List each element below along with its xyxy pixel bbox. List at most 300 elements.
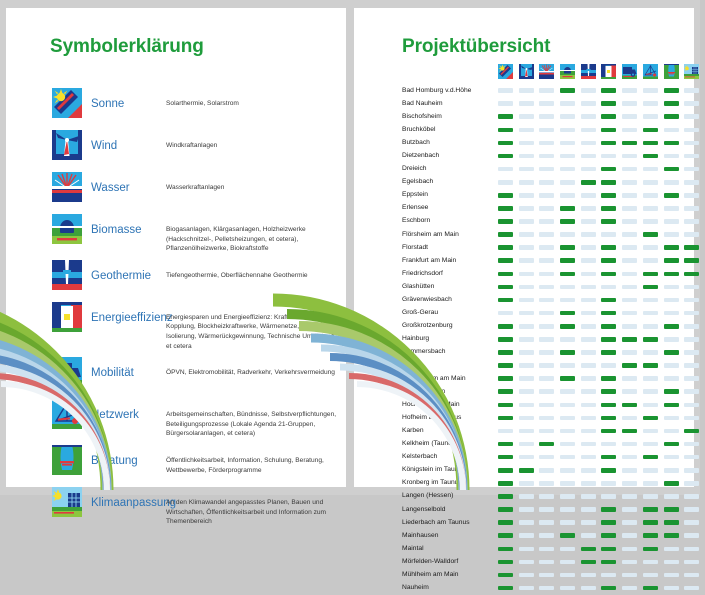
matrix-cell-group bbox=[498, 363, 705, 368]
matrix-cell bbox=[643, 350, 658, 355]
legend-row bbox=[52, 260, 342, 296]
table-row bbox=[402, 267, 684, 280]
matrix-cell bbox=[498, 507, 513, 512]
matrix-cell bbox=[539, 494, 554, 499]
matrix-cell bbox=[581, 363, 596, 368]
matrix-cell bbox=[643, 154, 658, 159]
matrix-cell bbox=[601, 468, 616, 473]
legend-item-description: ÖPVN, Elektromobilität, Radverkehr, Verkehrsvermeidung bbox=[166, 369, 335, 377]
matrix-cell-group bbox=[498, 141, 705, 146]
table-row bbox=[402, 294, 684, 307]
matrix-cell bbox=[519, 481, 534, 486]
matrix-cell bbox=[664, 245, 679, 250]
matrix-cell bbox=[622, 180, 637, 185]
matrix-cell bbox=[643, 272, 658, 277]
matrix-cell bbox=[498, 206, 513, 211]
matrix-cell bbox=[519, 376, 534, 381]
matrix-cell bbox=[622, 193, 637, 198]
municipality-name: Butzbach bbox=[402, 138, 430, 146]
matrix-cell bbox=[684, 429, 699, 434]
matrix-cell bbox=[664, 114, 679, 119]
matrix-cell bbox=[601, 416, 616, 421]
matrix-cell-group bbox=[498, 154, 705, 159]
matrix-cell bbox=[519, 258, 534, 263]
klimaanpassung-icon[interactable] bbox=[684, 64, 699, 79]
table-row bbox=[402, 451, 684, 464]
wasser-icon[interactable] bbox=[539, 64, 554, 79]
legend-item-description: Biogasanlagen, Klärgasanlagen, Holzheizwerke (Hackschnitzel-, Pelletsheizungen, et cetera), Pflanzenölheizwerke, Biokraftstoffe bbox=[166, 226, 306, 253]
table-row bbox=[402, 542, 684, 555]
matrix-cell-group bbox=[498, 285, 705, 290]
legend-row bbox=[52, 130, 342, 166]
matrix-cell bbox=[664, 206, 679, 211]
table-row bbox=[402, 477, 684, 490]
matrix-cell bbox=[581, 128, 596, 133]
matrix-cell bbox=[684, 350, 699, 355]
matrix-cell bbox=[519, 285, 534, 290]
matrix-cell bbox=[664, 533, 679, 538]
legend-item-description: Wasserkraftanlagen bbox=[166, 184, 225, 191]
legend-list bbox=[52, 88, 342, 533]
matrix-cell bbox=[498, 311, 513, 316]
matrix-cell bbox=[560, 180, 575, 185]
matrix-cell bbox=[560, 114, 575, 119]
matrix-cell bbox=[643, 180, 658, 185]
legend-item-description: Windkraftanlagen bbox=[166, 142, 218, 149]
matrix-cell bbox=[560, 311, 575, 316]
municipality-name: Kelsterbach bbox=[402, 453, 438, 461]
matrix-cell bbox=[581, 468, 596, 473]
legend-item-name: Netzwerk bbox=[91, 409, 139, 422]
matrix-cell bbox=[622, 403, 637, 408]
matrix-cell bbox=[664, 232, 679, 237]
matrix-cell bbox=[643, 128, 658, 133]
matrix-cell bbox=[539, 88, 554, 93]
municipality-name: Hainburg bbox=[402, 335, 430, 343]
matrix-cell bbox=[664, 298, 679, 303]
matrix-cell-group bbox=[498, 232, 705, 237]
matrix-cell bbox=[643, 101, 658, 106]
matrix-cell bbox=[643, 88, 658, 93]
wasser-icon bbox=[52, 172, 82, 202]
table-row bbox=[402, 149, 684, 162]
matrix-cell bbox=[519, 403, 534, 408]
matrix-cell bbox=[622, 547, 637, 552]
netzwerk-icon[interactable] bbox=[643, 64, 658, 79]
matrix-cell bbox=[581, 324, 596, 329]
matrix-cell bbox=[643, 324, 658, 329]
matrix-cell bbox=[664, 193, 679, 198]
matrix-cell bbox=[498, 547, 513, 552]
matrix-cell bbox=[684, 494, 699, 499]
matrix-cell bbox=[519, 468, 534, 473]
legend-item-description: Energiesparen und Energieeffizienz: Kraft-Wärme-Kopplung, Blockheizkraftwerke, Wärmenetze, Dämmung, Isolierung, Wärmerückgewinnung, Technische Umrüstung, et cetera bbox=[166, 313, 337, 350]
table-row bbox=[402, 385, 684, 398]
matrix-cell-group bbox=[498, 311, 705, 316]
matrix-cell-group bbox=[498, 403, 705, 408]
right-page bbox=[354, 8, 694, 592]
matrix-cell bbox=[684, 272, 699, 277]
matrix-cell bbox=[581, 141, 596, 146]
matrix-cell bbox=[539, 337, 554, 342]
left-page bbox=[6, 8, 346, 526]
matrix-cell bbox=[684, 547, 699, 552]
matrix-cell bbox=[519, 429, 534, 434]
matrix-cell bbox=[560, 533, 575, 538]
matrix-cell bbox=[643, 232, 658, 237]
page-title-symbolerklaerung: Symbolerklärung bbox=[50, 36, 204, 57]
matrix-cell bbox=[684, 573, 699, 578]
matrix-cell bbox=[539, 403, 554, 408]
municipality-name: Flörsheim am Main bbox=[402, 230, 459, 238]
matrix-cell bbox=[601, 403, 616, 408]
table-row bbox=[402, 228, 684, 241]
matrix-cell-group bbox=[498, 481, 705, 486]
legend-item-description: Tiefengeothermie, Oberflächennahe Geothermie bbox=[166, 271, 308, 279]
municipality-name: Hofheim am Taunus bbox=[402, 413, 462, 421]
legend-item-description: Arbeitsgemeinschaften, Bündnisse, Selbstverpflichtungen, Beteiligungsprozesse (Lokale Agenda 21-Gruppen, Bürgersolaranlagen, et cetera) bbox=[166, 411, 337, 438]
municipality-name: Hochheim am Main bbox=[402, 400, 460, 408]
legend-item-name: Beratung bbox=[91, 454, 138, 467]
matrix-cell bbox=[581, 533, 596, 538]
matrix-cell bbox=[622, 101, 637, 106]
matrix-cell bbox=[622, 481, 637, 486]
matrix-cell-group bbox=[498, 167, 705, 172]
matrix-cell bbox=[622, 468, 637, 473]
matrix-cell bbox=[622, 429, 637, 434]
matrix-cell-group bbox=[498, 298, 705, 303]
matrix-cell bbox=[684, 154, 699, 159]
matrix-cell bbox=[622, 324, 637, 329]
matrix-cell bbox=[581, 586, 596, 591]
matrix-cell bbox=[539, 193, 554, 198]
matrix-cell bbox=[581, 507, 596, 512]
matrix-cell bbox=[622, 245, 637, 250]
matrix-cell bbox=[643, 416, 658, 421]
energieeffizienz-icon bbox=[52, 302, 82, 332]
matrix-cell bbox=[643, 533, 658, 538]
legend-item-name: Biomasse bbox=[91, 224, 142, 236]
matrix-cell bbox=[622, 154, 637, 159]
matrix-cell bbox=[519, 573, 534, 578]
table-row bbox=[402, 346, 684, 359]
matrix-cell bbox=[643, 219, 658, 224]
matrix-cell bbox=[560, 403, 575, 408]
matrix-cell-group bbox=[498, 88, 705, 93]
matrix-cell bbox=[539, 533, 554, 538]
matrix-cell bbox=[643, 311, 658, 316]
matrix-cell bbox=[684, 88, 699, 93]
matrix-cell bbox=[601, 376, 616, 381]
geothermie-icon[interactable] bbox=[581, 64, 596, 79]
matrix-cell bbox=[539, 167, 554, 172]
matrix-cell bbox=[498, 573, 513, 578]
matrix-cell bbox=[581, 429, 596, 434]
matrix-cell bbox=[498, 337, 513, 342]
matrix-cell bbox=[519, 455, 534, 460]
matrix-cell bbox=[643, 481, 658, 486]
matrix-cell bbox=[622, 573, 637, 578]
matrix-cell bbox=[539, 141, 554, 146]
matrix-cell bbox=[601, 324, 616, 329]
matrix-cell bbox=[498, 272, 513, 277]
matrix-cell bbox=[601, 180, 616, 185]
matrix-cell bbox=[601, 154, 616, 159]
matrix-cell bbox=[664, 285, 679, 290]
matrix-cell bbox=[519, 128, 534, 133]
matrix-cell bbox=[539, 586, 554, 591]
matrix-cell bbox=[581, 258, 596, 263]
municipality-name: Dietzenbach bbox=[402, 152, 440, 160]
matrix-cell bbox=[622, 298, 637, 303]
matrix-cell bbox=[601, 455, 616, 460]
mobilitaet-icon[interactable] bbox=[622, 64, 637, 79]
matrix-cell bbox=[581, 88, 596, 93]
matrix-cell bbox=[539, 324, 554, 329]
municipality-name: Florstadt bbox=[402, 243, 429, 251]
matrix-cell bbox=[664, 416, 679, 421]
matrix-column-headers bbox=[498, 64, 684, 79]
matrix-cell bbox=[684, 298, 699, 303]
matrix-cell bbox=[601, 494, 616, 499]
matrix-cell bbox=[622, 272, 637, 277]
municipality-name: Liederbach am Taunus bbox=[402, 518, 470, 526]
matrix-cell bbox=[519, 180, 534, 185]
beratung-icon[interactable] bbox=[664, 64, 679, 79]
matrix-cell bbox=[498, 298, 513, 303]
municipality-name: Hanau bbox=[402, 361, 422, 369]
matrix-cell bbox=[622, 167, 637, 172]
matrix-cell bbox=[581, 481, 596, 486]
legend-item-name: Mobilität bbox=[91, 367, 134, 380]
matrix-cell bbox=[664, 337, 679, 342]
matrix-cell bbox=[560, 507, 575, 512]
matrix-cell bbox=[539, 219, 554, 224]
matrix-cell bbox=[560, 167, 575, 172]
matrix-cell-group bbox=[498, 324, 705, 329]
matrix-cell bbox=[684, 232, 699, 237]
municipality-name: Eppstein bbox=[402, 191, 429, 199]
legend-row bbox=[52, 88, 342, 124]
biomasse-icon bbox=[52, 214, 82, 244]
project-matrix bbox=[402, 64, 684, 595]
legend-row bbox=[52, 302, 342, 351]
legend-row bbox=[52, 399, 342, 439]
matrix-cell bbox=[498, 232, 513, 237]
matrix-cell bbox=[643, 455, 658, 460]
matrix-cell bbox=[581, 403, 596, 408]
matrix-cell bbox=[664, 101, 679, 106]
matrix-cell bbox=[601, 232, 616, 237]
table-row bbox=[402, 555, 684, 568]
matrix-cell bbox=[498, 403, 513, 408]
matrix-cell bbox=[560, 88, 575, 93]
matrix-cell bbox=[519, 363, 534, 368]
matrix-cell bbox=[684, 337, 699, 342]
matrix-cell-group bbox=[498, 337, 705, 342]
matrix-cell bbox=[539, 507, 554, 512]
matrix-cell bbox=[498, 494, 513, 499]
matrix-cell bbox=[622, 258, 637, 263]
legend-row bbox=[52, 487, 342, 527]
matrix-cell bbox=[560, 586, 575, 591]
netzwerk-icon bbox=[52, 399, 82, 429]
table-row bbox=[402, 97, 684, 110]
matrix-cell bbox=[560, 455, 575, 460]
matrix-cell bbox=[539, 429, 554, 434]
matrix-cell bbox=[664, 154, 679, 159]
matrix-cell bbox=[684, 520, 699, 525]
table-row bbox=[402, 307, 684, 320]
matrix-cell bbox=[643, 560, 658, 565]
matrix-cell-group bbox=[498, 468, 705, 473]
matrix-cell bbox=[519, 350, 534, 355]
matrix-cell-group bbox=[498, 586, 705, 591]
matrix-cell bbox=[643, 442, 658, 447]
matrix-cell bbox=[684, 455, 699, 460]
matrix-cell bbox=[601, 389, 616, 394]
matrix-cell bbox=[643, 285, 658, 290]
matrix-cell bbox=[601, 245, 616, 250]
matrix-cell bbox=[643, 507, 658, 512]
matrix-cell-group bbox=[498, 219, 705, 224]
matrix-cell bbox=[519, 245, 534, 250]
matrix-cell bbox=[601, 573, 616, 578]
matrix-rows bbox=[402, 84, 684, 595]
matrix-cell-group bbox=[498, 101, 705, 106]
matrix-cell bbox=[664, 455, 679, 460]
matrix-cell bbox=[684, 114, 699, 119]
matrix-cell bbox=[664, 586, 679, 591]
matrix-cell bbox=[664, 167, 679, 172]
matrix-cell bbox=[519, 507, 534, 512]
matrix-cell bbox=[498, 88, 513, 93]
matrix-cell bbox=[643, 206, 658, 211]
energieeffizienz-icon[interactable] bbox=[601, 64, 616, 79]
matrix-cell bbox=[519, 547, 534, 552]
matrix-cell bbox=[664, 520, 679, 525]
legend-item-name: Wasser bbox=[91, 182, 130, 194]
table-row bbox=[402, 202, 684, 215]
sonne-icon[interactable] bbox=[498, 64, 513, 79]
matrix-cell bbox=[664, 507, 679, 512]
matrix-cell bbox=[664, 258, 679, 263]
matrix-cell-group bbox=[498, 128, 705, 133]
matrix-cell bbox=[560, 389, 575, 394]
legend-item-name: Geothermie bbox=[91, 269, 152, 282]
municipality-name: Mühlheim am Main bbox=[402, 571, 459, 579]
page-title-projektuebersicht: Projektübersicht bbox=[402, 36, 551, 57]
table-row bbox=[402, 424, 684, 437]
matrix-cell bbox=[643, 573, 658, 578]
matrix-cell bbox=[601, 167, 616, 172]
matrix-cell bbox=[560, 101, 575, 106]
matrix-cell bbox=[601, 101, 616, 106]
matrix-cell bbox=[539, 206, 554, 211]
wind-icon[interactable] bbox=[519, 64, 534, 79]
matrix-cell bbox=[539, 272, 554, 277]
matrix-cell bbox=[498, 442, 513, 447]
matrix-cell bbox=[519, 154, 534, 159]
municipality-name: Bad Homburg v.d.Höhe bbox=[402, 86, 472, 94]
matrix-cell bbox=[560, 468, 575, 473]
matrix-cell bbox=[684, 101, 699, 106]
matrix-cell bbox=[581, 167, 596, 172]
matrix-cell bbox=[684, 389, 699, 394]
matrix-cell bbox=[664, 272, 679, 277]
matrix-cell bbox=[601, 507, 616, 512]
table-row bbox=[402, 254, 684, 267]
matrix-cell bbox=[539, 573, 554, 578]
matrix-cell bbox=[684, 128, 699, 133]
matrix-cell bbox=[560, 376, 575, 381]
municipality-name: Hammersbach bbox=[402, 348, 446, 356]
biomasse-icon[interactable] bbox=[560, 64, 575, 79]
table-row bbox=[402, 84, 684, 97]
table-row bbox=[402, 136, 684, 149]
matrix-cell bbox=[622, 533, 637, 538]
matrix-cell bbox=[601, 141, 616, 146]
matrix-cell-group bbox=[498, 560, 705, 565]
matrix-cell-group bbox=[498, 245, 705, 250]
matrix-cell bbox=[643, 429, 658, 434]
municipality-name: Karben bbox=[402, 426, 424, 434]
matrix-cell bbox=[539, 180, 554, 185]
matrix-cell-group bbox=[498, 389, 705, 394]
matrix-cell bbox=[519, 337, 534, 342]
matrix-cell bbox=[581, 573, 596, 578]
matrix-cell-group bbox=[498, 416, 705, 421]
matrix-cell bbox=[581, 245, 596, 250]
matrix-cell bbox=[498, 376, 513, 381]
table-row bbox=[402, 503, 684, 516]
matrix-cell bbox=[664, 363, 679, 368]
matrix-cell bbox=[581, 350, 596, 355]
matrix-cell bbox=[498, 219, 513, 224]
matrix-cell bbox=[581, 494, 596, 499]
matrix-cell bbox=[560, 560, 575, 565]
matrix-cell bbox=[560, 258, 575, 263]
matrix-cell bbox=[519, 520, 534, 525]
matrix-cell bbox=[684, 442, 699, 447]
matrix-cell bbox=[560, 324, 575, 329]
matrix-cell bbox=[622, 206, 637, 211]
table-row bbox=[402, 568, 684, 581]
table-row bbox=[402, 280, 684, 293]
matrix-cell bbox=[498, 350, 513, 355]
matrix-cell bbox=[601, 219, 616, 224]
matrix-cell-group bbox=[498, 350, 705, 355]
matrix-cell bbox=[601, 206, 616, 211]
matrix-cell bbox=[664, 573, 679, 578]
matrix-cell bbox=[519, 560, 534, 565]
matrix-cell bbox=[664, 442, 679, 447]
matrix-cell bbox=[601, 311, 616, 316]
matrix-cell bbox=[498, 180, 513, 185]
matrix-cell bbox=[581, 520, 596, 525]
matrix-cell bbox=[601, 258, 616, 263]
matrix-cell bbox=[601, 547, 616, 552]
matrix-cell bbox=[622, 219, 637, 224]
sonne-icon bbox=[52, 88, 82, 118]
matrix-cell bbox=[539, 128, 554, 133]
matrix-cell bbox=[581, 193, 596, 198]
matrix-cell bbox=[560, 285, 575, 290]
matrix-cell bbox=[539, 245, 554, 250]
matrix-cell-group bbox=[498, 547, 705, 552]
matrix-cell bbox=[581, 337, 596, 342]
matrix-cell bbox=[664, 219, 679, 224]
